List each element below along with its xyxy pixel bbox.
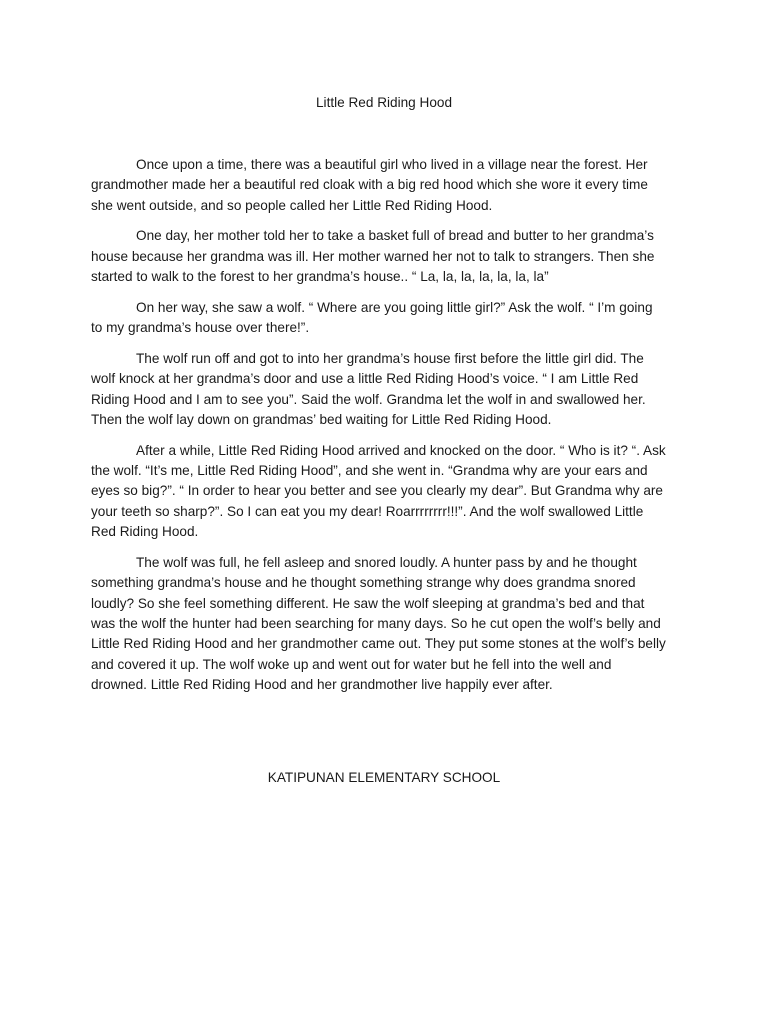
document-title: Little Red Riding Hood [315,95,453,110]
story-paragraph-4: The wolf run off and got to into her grandma’s house first before the little girl did. The wolf knock at her grandma’s door and use a little Red Riding Hood’s voice. “ I am Little Red Riding Hood and I am to see you”. Said the wolf. Grandma let the wolf in and swallowed her. Then the wolf lay down on grandmas’ bed waiting for Little Red Riding Hood. [91,350,646,428]
story-paragraph-2: One day, her mother told her to take a basket full of bread and butter to her grandma’s house because her grandma was ill. Her mother warned her not to talk to strangers. Then she started to walk to the forest to her grandma’s house.. “ La, la, la, la, la, la, la” [91,228,655,285]
school-name-footer: KATIPUNAN ELEMENTARY SCHOOL [267,770,501,785]
story-paragraph-1: Once upon a time, there was a beautiful girl who lived in a village near the forest. Her grandmother made her a beautiful red cloak with a big red hood which she wore it every time she went outside, and so people called her Little Red Riding Hood. [91,157,648,213]
story-body [91,155,672,706]
story-paragraph-6: The wolf was full, he fell asleep and snored loudly. A hunter pass by and he thought something grandma’s house and he thought something strange why does grandma snored loudly? So she feel something different. He saw the wolf sleeping at grandma’s bed and that was the wolf the hunter had been searching for many days. So he cut open the wolf’s belly and Little Red Riding Hood and her grandmother came out. They put some stones at the wolf’s belly and covered it up. The wolf woke up and went out for water but he fell into the well and drowned. Little Red Riding Hood and her grandmother live happily ever after. [91,554,666,693]
story-paragraph-3: On her way, she saw a wolf. “ Where are you going little girl?” Ask the wolf. “ I’m going to my grandma’s house over there!”. [91,299,653,336]
story-paragraph-5: After a while, Little Red Riding Hood arrived and knocked on the door. “ Who is it? “. Ask the wolf. “It’s me, Little Red Riding Hood”, and she went in. “Grandma why are your ears and eyes so big?”. “ In order to hear you better and see you clearly my dear”. But Grandma why are your teeth so sharp?”. So I can eat you my dear! Roarrrrrrrr!!!”. And the wolf swallowed Little Red Riding Hood. [91,442,666,540]
